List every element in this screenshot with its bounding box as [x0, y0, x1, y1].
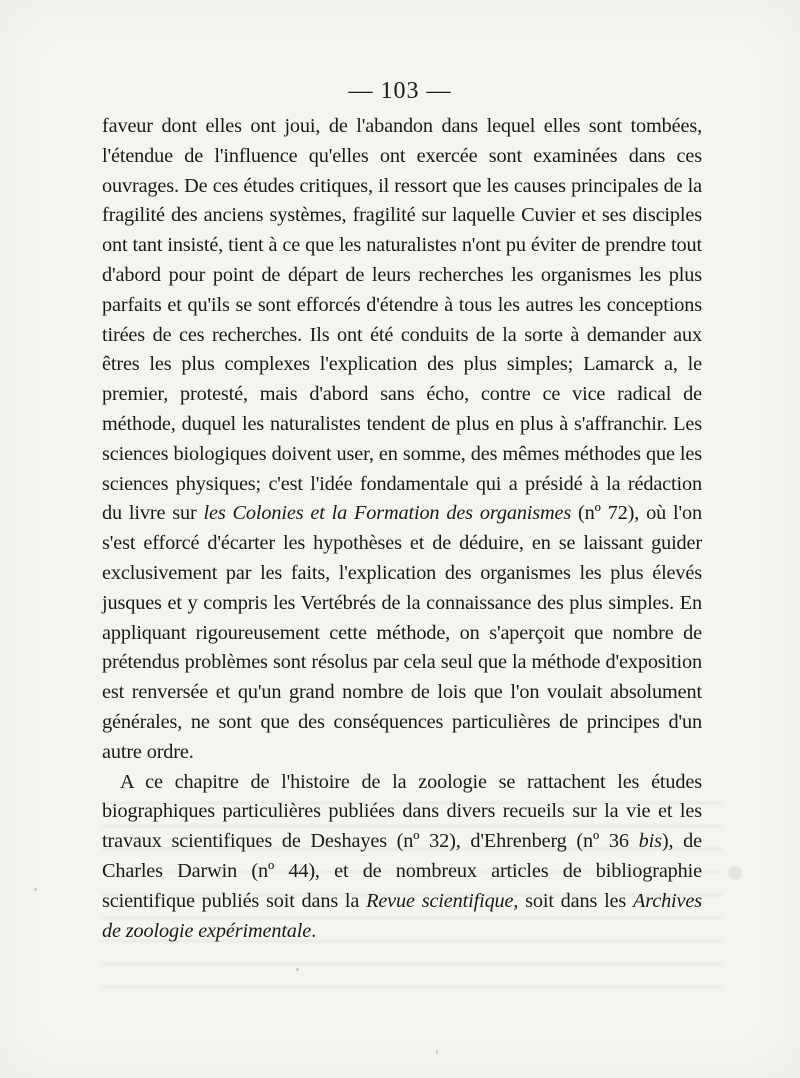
- paper-speck: [436, 1050, 438, 1054]
- text-segment: A ce chapitre de l'histoire de la zoologie se rattachent les études biographiques particulières publiées dans divers recueils sur la vie et les travaux scientifiques de Deshayes (nº 32), d'Ehrenberg (nº 36: [102, 770, 702, 853]
- italic-bis: bis: [638, 830, 662, 853]
- paper-speck: [728, 866, 742, 880]
- page-number: — 103 —: [348, 78, 452, 104]
- text-segment: faveur dont elles ont joui, de l'abandon dans lequel elles sont tombées, l'étendue de l'influence qu'elles ont exercée sont examinées dans ces ouvrages. De ces études critiques, il ressort que les causes principales de la fragilité des anciens systèmes, fragilité sur laquelle Cuvier et ses disciples ont tant insisté, tient à ce que les naturalistes n'ont pu éviter de prendre tout d'abord pour point de départ de leurs recherches les organismes les plus parfaits et qu'ils se sont efforcés d'étendre à tous les autres les conceptions tirées de ces recherches. Ils ont été conduits de la sorte à demander aux êtres les plus complexes l'explication des plus simples; Lamarck a, le premier, protesté, mais d'abord sans écho, contre ce vice radical de méthode, duquel les naturalistes tendent de plus en plus à s'affranchir. Les sciences biologiques doivent user, en somme, des mêmes méthodes que les sciences physiques; c'est l'idée fondamentale qui a présidé à la rédaction du livre sur: [102, 115, 702, 525]
- journal-title-revue: Revue scientifique: [366, 889, 514, 912]
- paper-speck: [34, 888, 37, 891]
- text-segment: ), de Charles Darwin (nº 44), et de nombreux articles de bibliographie scientifique publiés soit dans la: [102, 830, 702, 912]
- body-text: [102, 112, 702, 946]
- paragraph-2: [102, 768, 702, 947]
- paper-speck: [296, 968, 299, 971]
- journal-title-archives: Archives de zoologie expérimentale: [102, 889, 702, 942]
- text-segment: , soit dans les: [513, 889, 633, 912]
- text-segment: .: [311, 919, 317, 942]
- paragraph-1: [102, 112, 702, 768]
- book-title-colonies: les Colonies et la Formation des organismes: [203, 502, 572, 525]
- text-segment: (nº 72), où l'on s'est efforcé d'écarter les hypothèses et de déduire, en se laissant guider exclusivement par les faits, l'explication des organismes les plus élevés jusques et y compris les Vertébrés de la connaissance des plus simples. En appliquant rigoureusement cette méthode, on s'aperçoit que nombre de prétendus problèmes sont résolus par cela seul que la méthode d'exposition est renversée et qu'un grand nombre de lois que l'on voulait absolument générales, ne sont que des conséquences particulières de principes d'un autre ordre.: [102, 502, 703, 763]
